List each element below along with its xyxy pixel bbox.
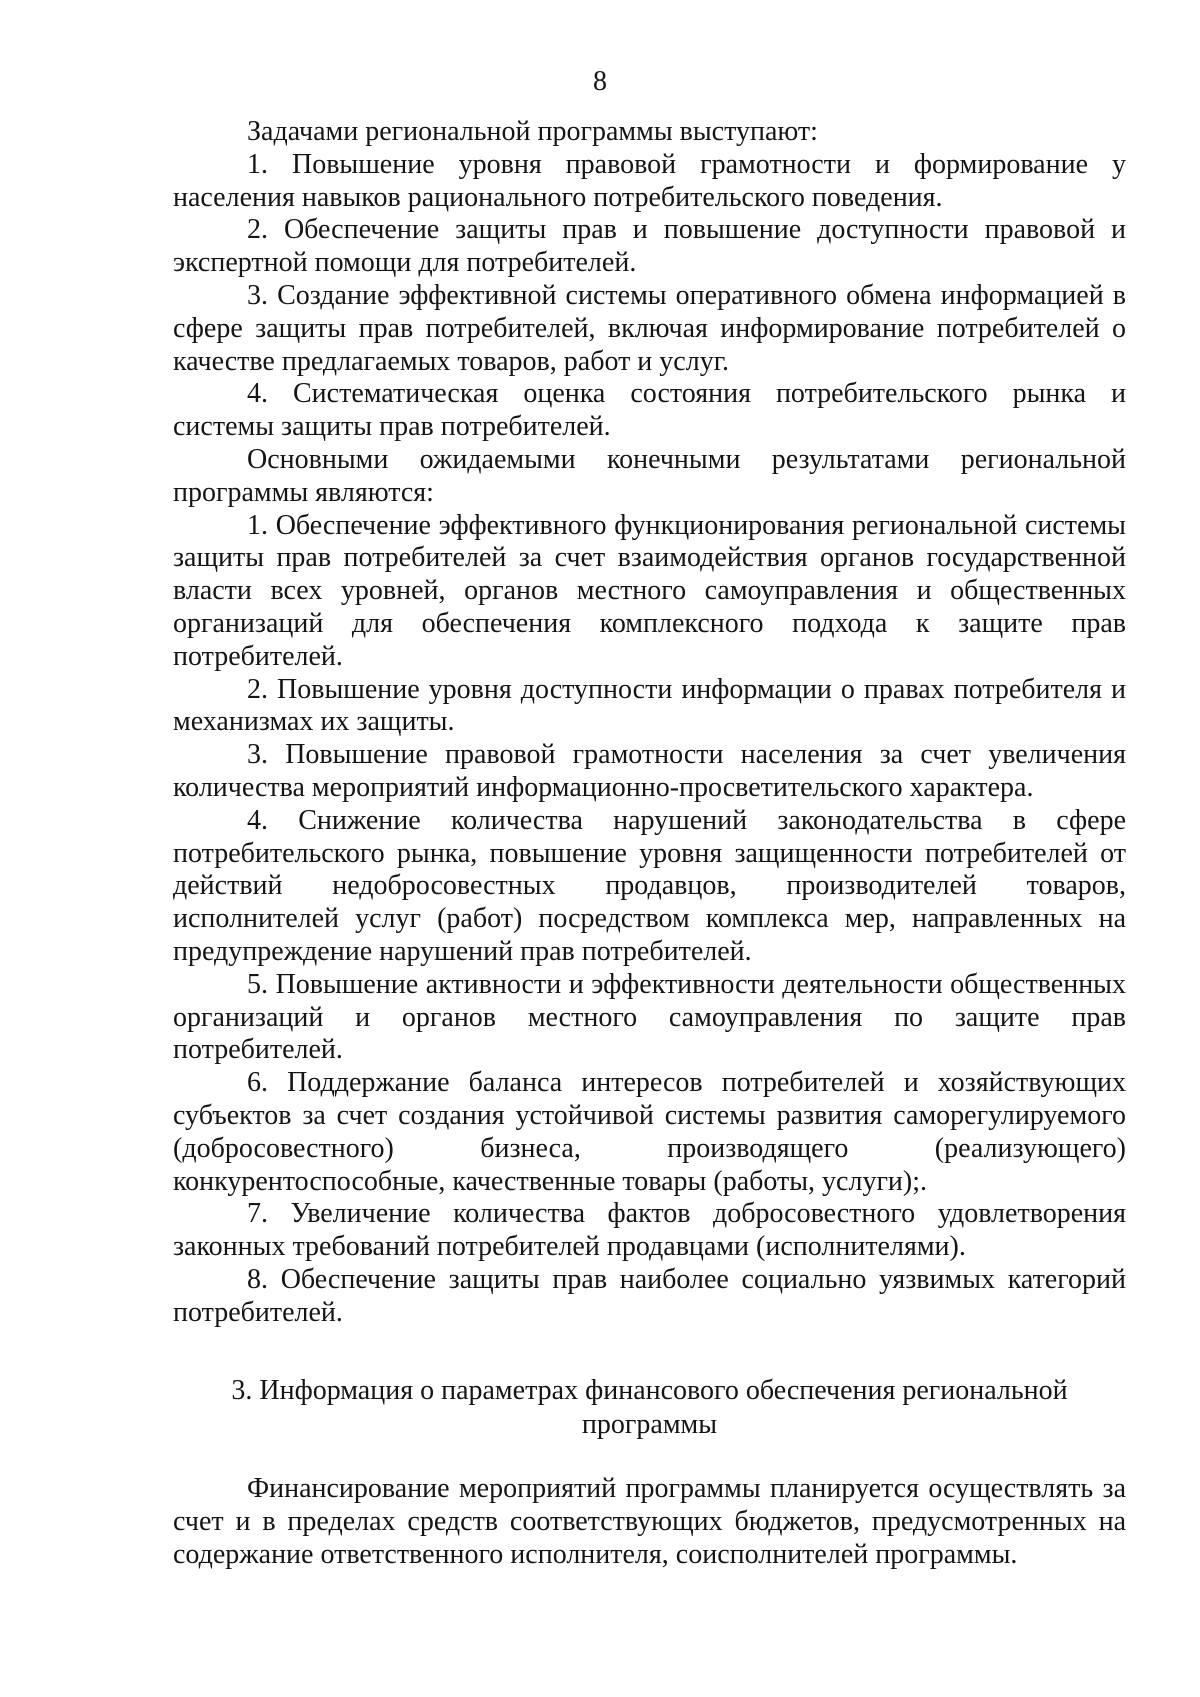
result-item: 7. Увеличение количества фактов добросовестного удовлетворения законных требований потребителей продавцами (исполнителями). — [173, 1198, 1126, 1263]
task-item: 4. Систематическая оценка состояния потребительского рынка и системы защиты прав потребителей. — [173, 378, 1126, 443]
section-heading-line: программы — [581, 1409, 718, 1440]
tasks-intro: Задачами региональной программы выступают: — [247, 116, 818, 147]
result-item: 3. Повышение правовой грамотности населения за счет увеличения количества мероприятий информационно-просветительского характера. — [173, 739, 1126, 803]
section-heading-line: 3. Информация о параметрах финансового обеспечения региональной — [231, 1375, 1068, 1406]
task-item: 3. Создание эффективной системы оперативного обмена информацией в сфере защиты прав потребителей, включая информирование потребителей о качестве предлагаемых товаров, работ и услуг. — [173, 279, 1126, 377]
task-item: 2. Обеспечение защиты прав и повышение доступности правовой и экспертной помощи для потребителей. — [173, 214, 1126, 279]
result-item: 5. Повышение активности и эффективности деятельности общественных организаций и органов местного самоуправления по защите прав потребителей. — [173, 968, 1126, 1066]
results-intro: Основными ожидаемыми конечными результатами региональной программы являются: — [173, 443, 1126, 508]
result-item: 1. Обеспечение эффективного функционирования региональной системы защиты прав потребителей за счет взаимодействия органов государственной власти всех уровней, органов местного самоуправления и общественных организаций для обеспечения комплексного подхода к защите прав потребителей. — [173, 509, 1126, 672]
section-heading — [173, 1374, 1126, 1442]
result-item: 2. Повышение уровня доступности информации о правах потребителя и механизмах их защиты. — [173, 673, 1126, 738]
funding-paragraph: Финансирование мероприятий программы планируется осуществлять за счет и в пределах средств соответствующих бюджетов, предусмотренных на содержание ответственного исполнителя, соисполнителей программы. — [173, 1473, 1126, 1570]
result-item: 6. Поддержание баланса интересов потребителей и хозяйствующих субъектов за счет создания устойчивой системы развития саморегулируемого (добросовестного) бизнеса, производящего (реализующего) конкурентоспособные, качественные товары (работы, услуги);. — [173, 1067, 1126, 1197]
page-number: 8 — [593, 66, 607, 97]
funding-section — [173, 1473, 1126, 1571]
task-item: 1. Повышение уровня правовой грамотности и формирование у населения навыков рационального потребительского поведения. — [173, 148, 1126, 213]
result-item: 4. Снижение количества нарушений законодательства в сфере потребительского рынка, повышение уровня защищенности потребителей от действий недобросовестных продавцов, производителей товаров, исполнителей услуг (работ) посредством комплекса мер, направленных на предупреждение нарушений прав потребителей. — [173, 804, 1126, 967]
result-item: 8. Обеспечение защиты прав наиболее социально уязвимых категорий потребителей. — [173, 1263, 1126, 1328]
document-body — [173, 116, 1126, 1329]
